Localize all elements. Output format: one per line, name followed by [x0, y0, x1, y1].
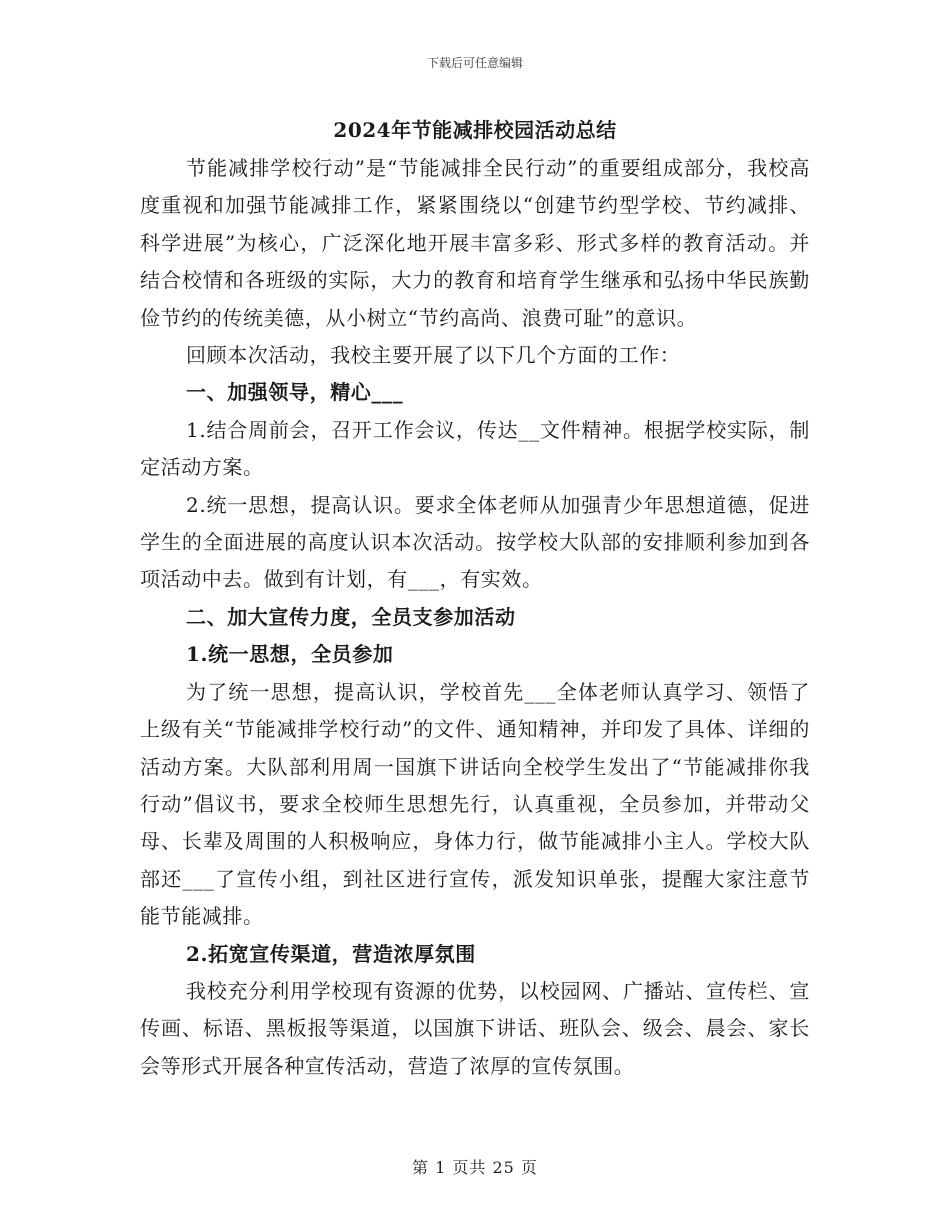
- subheading-2-1: 1.统一思想，全员参加: [186, 642, 394, 667]
- section-heading-2: 二、加大宣传力度，全员支参加活动: [186, 604, 516, 629]
- paragraph-2-1: 为了统一思想，提高认识，学校首先___全体老师认真学习、领悟了上级有关“节能减排学校行动”的文件、通知精神，并印发了具体、详细的活动方案。大队部利用周一国旗下讲话向全校学生发出了“节能减排你我行动”倡议书，要求全校师生思想先行，认真重视，全员参加，并带动父母、长辈及周围的人积极响应，身体力行，做节能减排小主人。学校大队部还___了宣传小组，到社区进行宣传，派发知识单张，提醒大家注意节能节能减排。: [140, 679, 810, 929]
- page-footer: 第 1 页共 25 页: [412, 1158, 538, 1177]
- document-title: 2024年节能减排校园活动总结: [333, 118, 617, 142]
- paragraph-item-1-1: 1.结合周前会，召开工作会议，传达__文件精神。根据学校实际，制定活动方案。: [140, 417, 810, 480]
- document-body: [140, 150, 810, 1085]
- paragraph-item-1-2: 2.统一思想，提高认识。要求全体老师从加强青少年思想道德，促进学生的全面进展的高度认识本次活动。按学校大队部的安排顺利参加到各项活动中去。做到有计划，有___，有实效。: [140, 492, 810, 592]
- paragraph-review: 回顾本次活动，我校主要开展了以下几个方面的工作：: [186, 343, 681, 368]
- paragraph-2-2: 我校充分利用学校现有资源的优势，以校园网、广播站、宣传栏、宣传画、标语、黑板报等渠道，以国旗下讲话、班队会、级会、晨会、家长会等形式开展各种宣传活动，营造了浓厚的宣传氛围。: [140, 978, 810, 1078]
- header-note: 下载后可任意编辑: [426, 56, 523, 70]
- paragraph-intro: 节能减排学校行动”是“节能减排全民行动”的重要组成部分，我校高度重视和加强节能减排工作，紧紧围绕以“创建节约型学校、节约减排、科学进展”为核心，广泛深化地开展丰富多彩、形式多样的教育活动。并结合校情和各班级的实际，大力的教育和培育学生继承和弘扬中华民族勤俭节约的传统美德，从小树立“节约高尚、浪费可耻”的意识。: [140, 156, 810, 330]
- subheading-2-2: 2.拓宽宣传渠道，营造浓厚氛围: [186, 941, 476, 966]
- section-heading-1: 一、加强领导，精心___: [186, 380, 404, 405]
